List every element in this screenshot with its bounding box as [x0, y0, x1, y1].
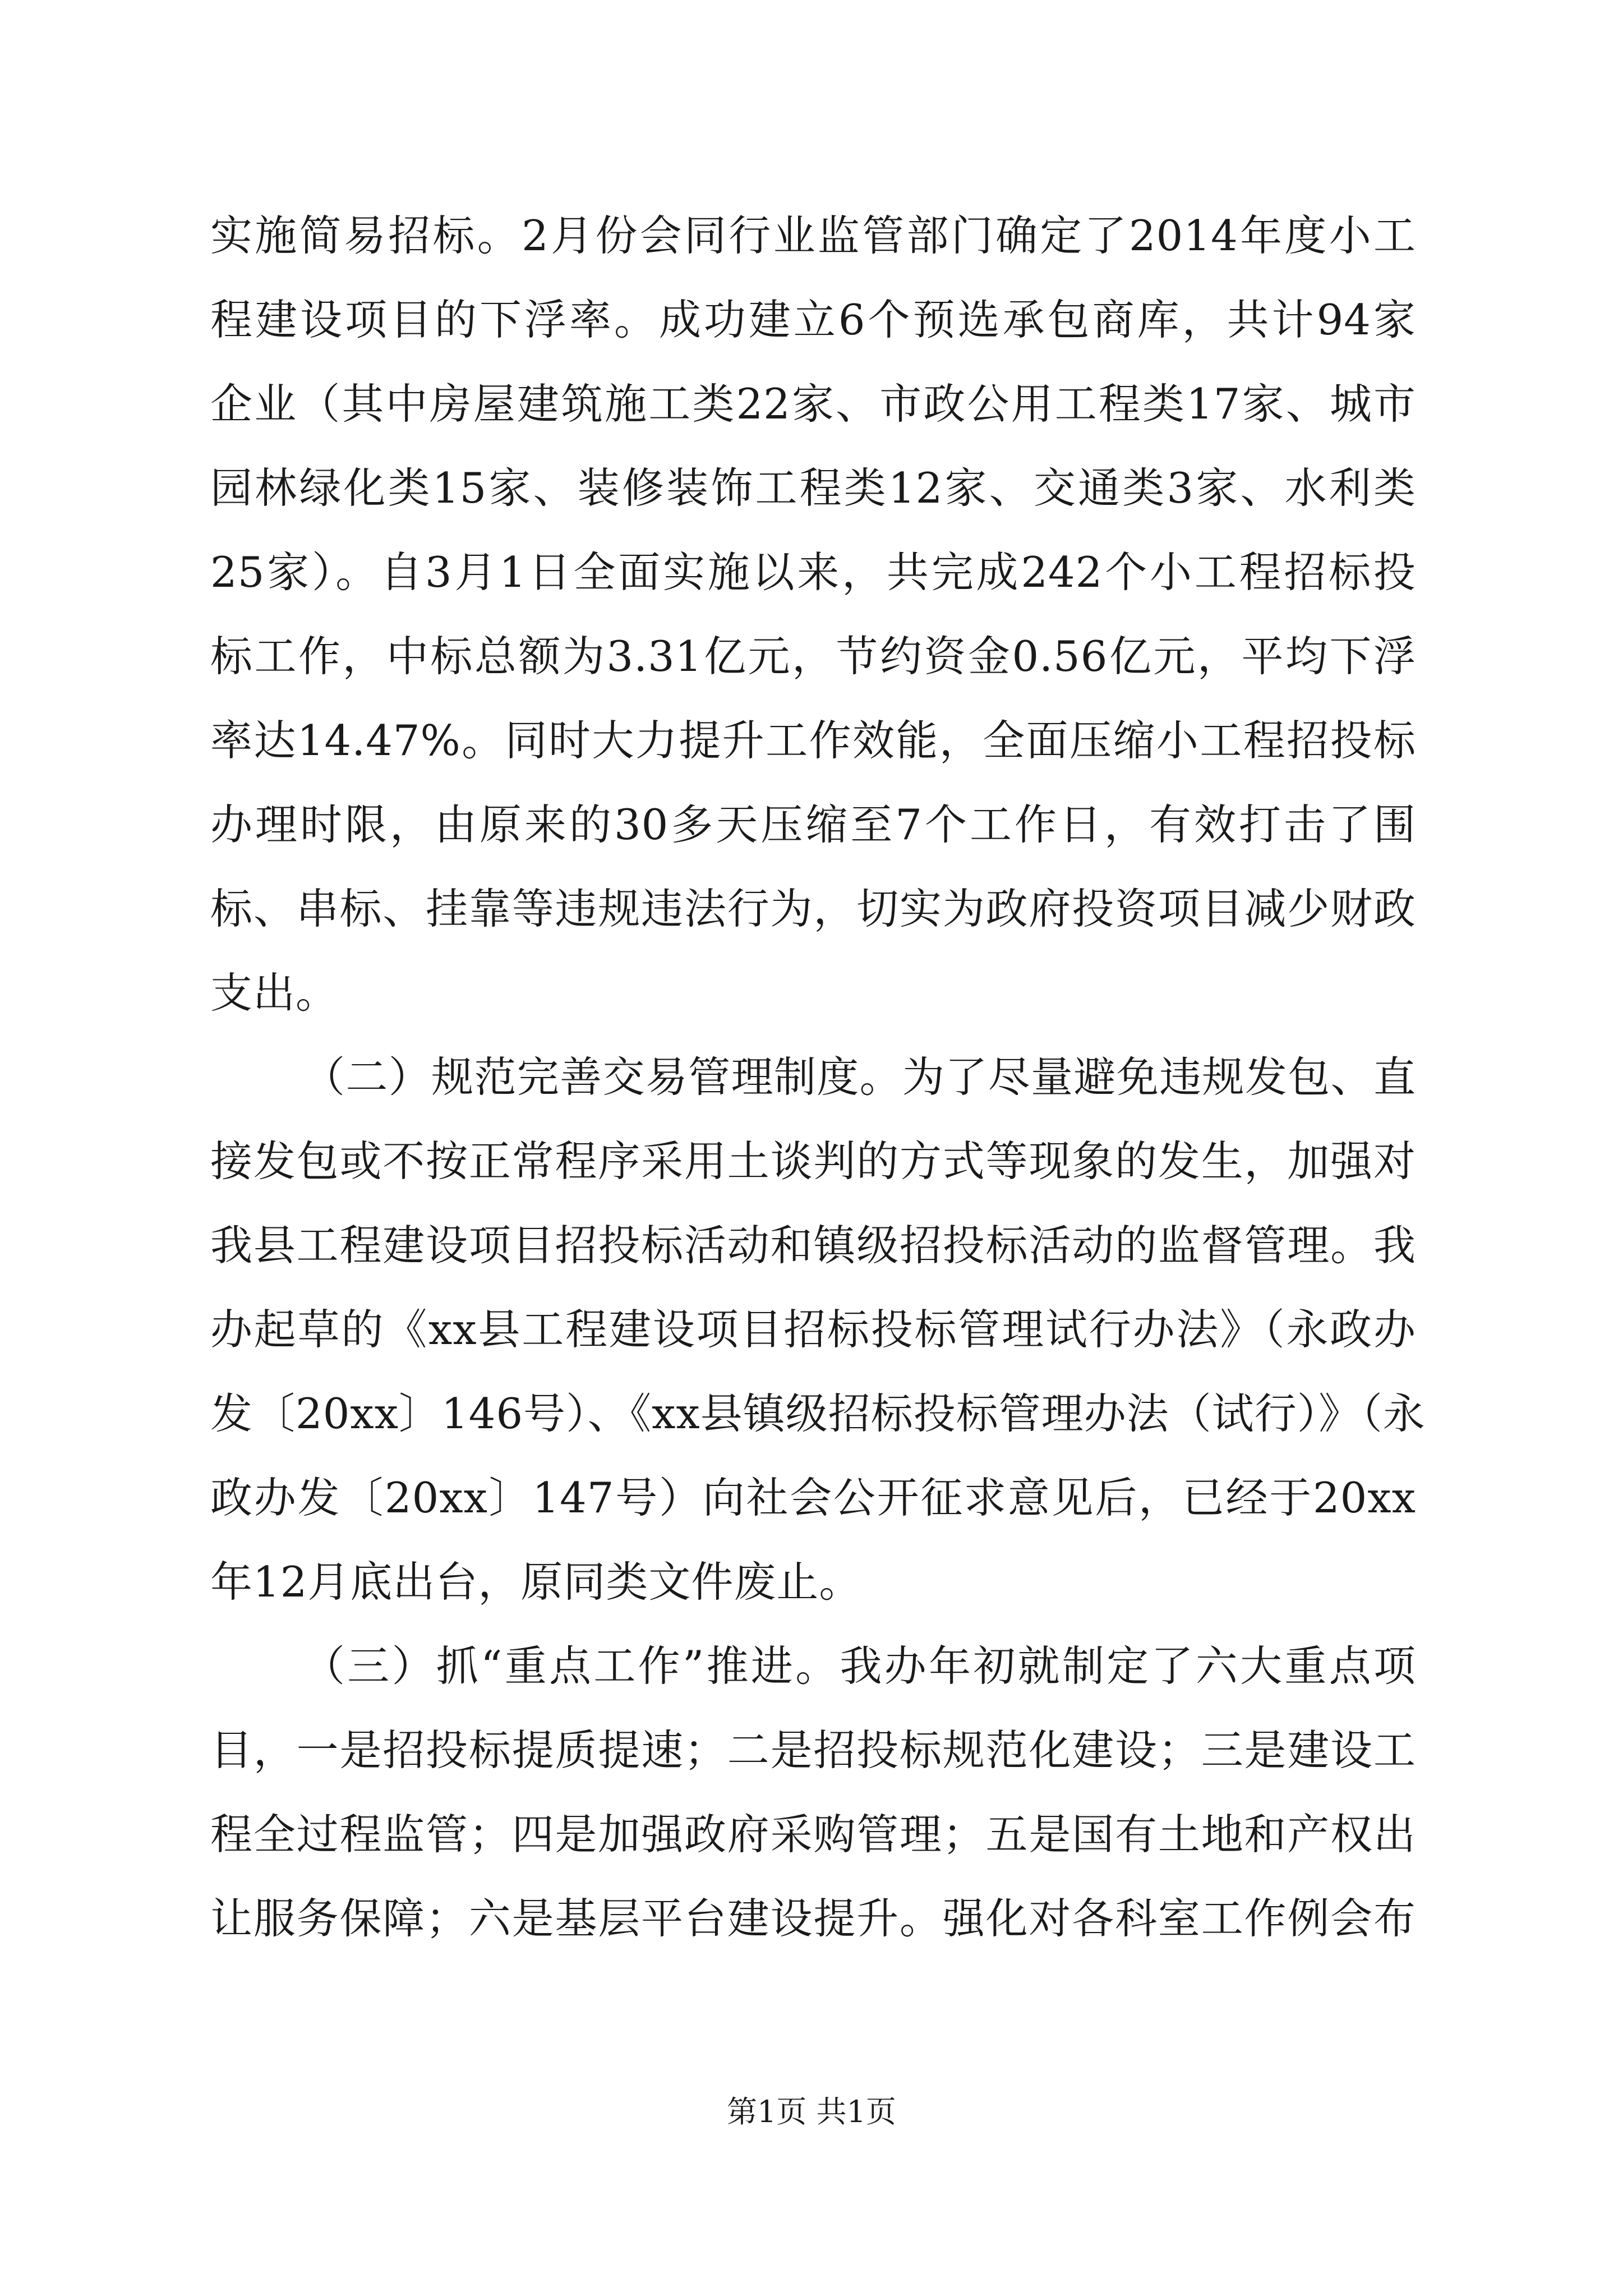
- body-line-2: 程建设项目的下浮率。成功建立6个预选承包商库，共计94家: [210, 295, 1416, 344]
- body-line-5: 25家）。自3月1日全面实施以来，共完成242个小工程招标投: [210, 547, 1416, 597]
- body-line-16: 政办发〔20xx〕147号）向社会公开征求意见后，已经于20xx: [210, 1473, 1416, 1522]
- section-two-heading-line: （二）规范完善交易管理制度。为了尽量避免违规发包、直: [303, 1052, 1416, 1102]
- body-line-6: 标工作，中标总额为3.31亿元，节约资金0.56亿元，平均下浮: [210, 632, 1416, 681]
- section-three-heading-line: （三）抓“重点工作”推进。我办年初就制定了六大重点项: [303, 1641, 1416, 1691]
- body-line-1: 实施简易招标。2月份会同行业监管部门确定了2014年度小工: [210, 211, 1416, 260]
- body-line-20: 程全过程监管；四是加强政府采购管理；五是国有土地和产权出: [210, 1810, 1416, 1859]
- body-line-10: 支出。: [210, 968, 339, 1018]
- body-line-21: 让服务保障；六是基层平台建设提升。强化对各科室工作例会布: [210, 1894, 1416, 1943]
- body-line-15: 发〔20xx〕146号）、《xx县镇级招标投标管理办法（试行）》（永: [210, 1389, 1426, 1438]
- body-line-17: 年12月底出台，原同类文件废止。: [210, 1557, 862, 1607]
- body-line-3: 企业（其中房屋建筑施工类22家、市政公用工程类17家、城市: [210, 379, 1416, 429]
- body-line-13: 我县工程建设项目招投标活动和镇级招投标活动的监督管理。我: [210, 1221, 1416, 1270]
- body-line-9: 标、串标、挂靠等违规违法行为，切实为政府投资项目减少财政: [210, 884, 1416, 933]
- body-line-12: 接发包或不按正常程序采用土谈判的方式等现象的发生，加强对: [210, 1137, 1416, 1186]
- body-line-7: 率达14.47%。同时大力提升工作效能，全面压缩小工程招投标: [210, 716, 1416, 765]
- body-line-4: 园林绿化类15家、装修装饰工程类12家、交通类3家、水利类: [210, 463, 1416, 513]
- body-line-14: 办起草的《xx县工程建设项目招标投标管理试行办法》（永政办: [210, 1305, 1416, 1354]
- page-number-footer: 第1页 共1页: [727, 2094, 896, 2129]
- body-line-19: 目，一是招投标提质提速；二是招投标规范化建设；三是建设工: [210, 1726, 1416, 1775]
- body-line-8: 办理时限，由原来的30多天压缩至7个工作日，有效打击了围: [210, 800, 1416, 849]
